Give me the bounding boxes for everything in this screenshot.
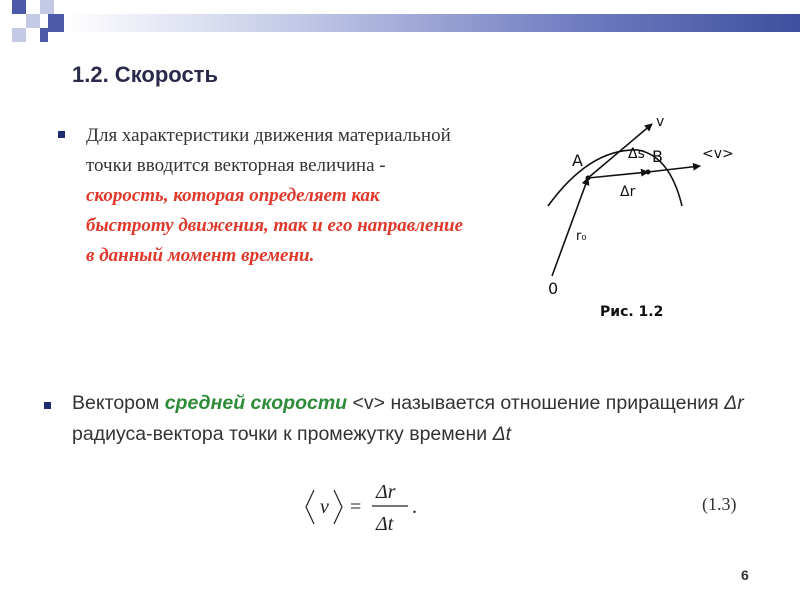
formula-denominator: Δt <box>376 513 394 535</box>
page-number: 6 <box>741 567 749 583</box>
definition-lead-text: Для характеристики движения материальной точки вводится векторная величина - <box>86 125 451 176</box>
header-decoration <box>0 0 800 44</box>
equation-number: (1.3) <box>702 494 737 514</box>
decor-square <box>12 28 26 42</box>
term-average-velocity: средней скорости <box>164 392 348 414</box>
label-r0: r₀ <box>576 229 587 244</box>
label-B: B <box>652 147 663 166</box>
label-average-velocity: <v> <box>702 146 734 162</box>
decor-square <box>48 14 64 32</box>
velocity-diagram <box>530 108 760 328</box>
decor-square <box>40 28 48 42</box>
point-A <box>586 176 591 181</box>
bullet-marker <box>44 402 51 409</box>
label-ds: Δs <box>628 146 645 162</box>
average-velocity-formula <box>300 470 440 540</box>
formula-numerator: Δr <box>376 481 396 503</box>
average-velocity-paragraph <box>72 388 752 450</box>
symbol-delta-t: Δt <box>492 423 512 445</box>
label-v: v <box>656 114 665 130</box>
formula-equals: = <box>350 496 362 518</box>
definition-paragraph <box>86 121 466 271</box>
bullet-marker <box>58 131 65 138</box>
formula-v: v <box>320 496 329 518</box>
figure-caption: Рис. 1.2 <box>600 304 664 320</box>
formula-period: . <box>412 496 417 518</box>
slide-title: 1.2. Скорость <box>72 62 218 87</box>
definition-highlight-text: скорость, которая определяет как быстроту движения, так и его направление в данный момент времени. <box>86 185 464 266</box>
text-part: радиуса-вектора точки к промежутку времени <box>72 423 493 445</box>
text-part: <v> называется отношение приращения <box>347 392 725 414</box>
text-part: Вектором <box>72 392 165 414</box>
decor-square <box>40 0 54 14</box>
symbol-delta-r: Δr <box>724 392 744 414</box>
point-B <box>646 170 651 175</box>
average-velocity-vector <box>648 166 700 172</box>
decor-square <box>12 0 26 14</box>
label-A: A <box>572 151 583 170</box>
label-origin: 0 <box>548 279 559 298</box>
label-dr: Δr <box>620 184 636 200</box>
header-gradient-bar <box>64 14 800 32</box>
decor-square <box>26 14 40 28</box>
displacement-vector <box>588 172 648 178</box>
